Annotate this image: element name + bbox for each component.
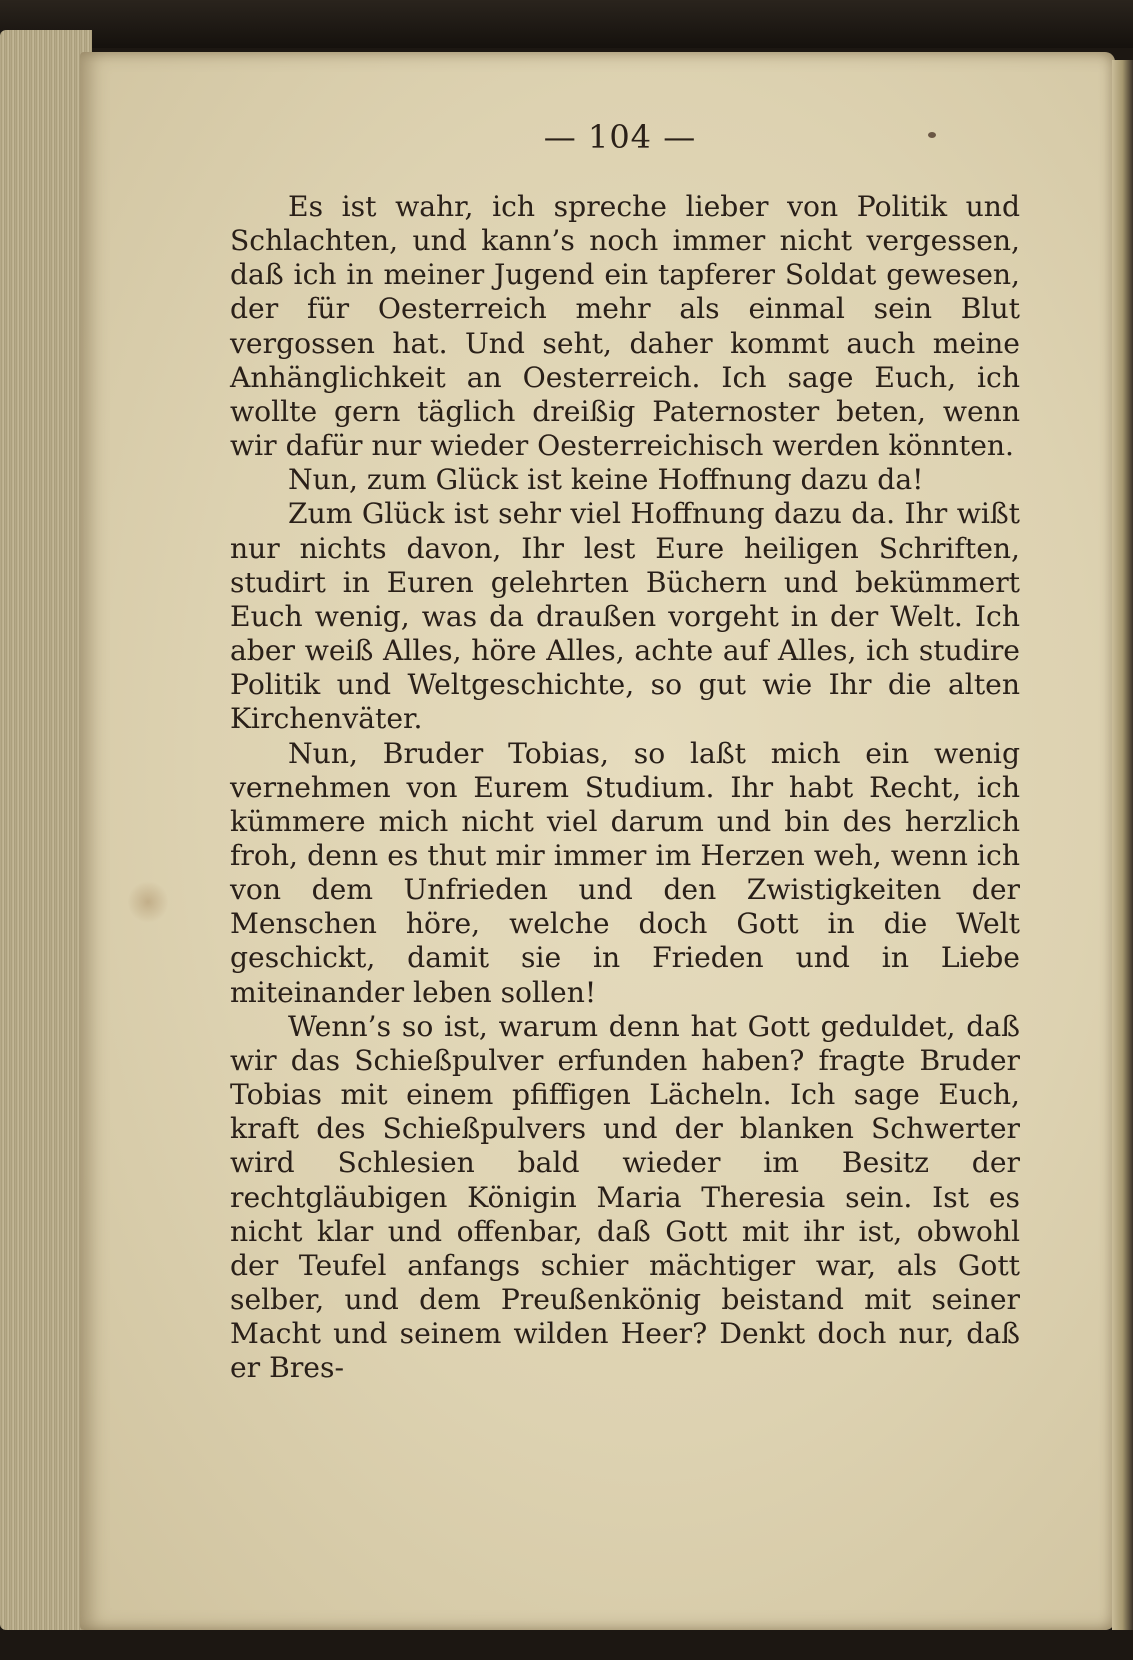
page-number: — 104 — bbox=[543, 118, 697, 156]
paragraph: Zum Glück ist sehr viel Hoffnung dazu da. Ihr wißt nur nichts davon, Ihr lest Eure heiligen Schriften, studirt in Euren gelehrten Büchern und bekümmert Euch wenig, was da draußen vorgeht in der Welt. Ich aber weiß Alles, höre Alles, achte auf Alles, ich studire Politik und Weltgeschichte, so gut wie Ihr die alten Kirchenväter. bbox=[230, 497, 1020, 736]
body-text bbox=[230, 190, 1020, 1385]
book-cover-edge bbox=[0, 0, 1133, 48]
paragraph: Es ist wahr, ich spreche lieber von Politik und Schlachten, und kann’s noch immer nicht vergessen, daß ich in meiner Jugend ein tapferer Soldat gewesen, der für Oesterreich mehr als einmal sein Blut vergossen hat. Und seht, daher kommt auch meine Anhänglichkeit an Oesterreich. Ich sage Euch, ich wollte gern täglich dreißig Paternoster beten, wenn wir dafür nur wieder Oesterreichisch werden könnten. bbox=[230, 190, 1020, 463]
paragraph: Nun, Bruder Tobias, so laßt mich ein wenig vernehmen von Eurem Studium. Ihr habt Recht, ich kümmere mich nicht viel darum und bin des herzlich froh, denn es thut mir immer im Herzen weh, wenn ich von dem Unfrieden und den Zwistigkeiten der Menschen höre, welche doch Gott in die Welt geschickt, damit sie in Frieden und in Liebe miteinander leben sollen! bbox=[230, 736, 1020, 1009]
paragraph: Wenn’s so ist, warum denn hat Gott geduldet, daß wir das Schießpulver erfunden haben? fragte Bruder Tobias mit einem pfiffigen Lächeln. Ich sage Euch, kraft des Schießpulvers und der blanken Schwerter wird Schlesien bald wieder im Besitz der rechtgläubigen Königin Maria Theresia sein. Ist es nicht klar und offenbar, daß Gott mit ihr ist, obwohl der Teufel anfangs schier mächtiger war, als Gott selber, und dem Preußenkönig beistand mit seiner Macht und seinem wilden Heer? Denkt doch nur, daß er Bres- bbox=[230, 1009, 1020, 1385]
page-right-edge bbox=[1112, 60, 1133, 1630]
paper-stain bbox=[128, 880, 168, 924]
paragraph: Nun, zum Glück ist keine Hoffnung dazu da! bbox=[288, 463, 924, 497]
page-stack-edge bbox=[0, 30, 92, 1630]
ink-speck bbox=[928, 132, 936, 138]
